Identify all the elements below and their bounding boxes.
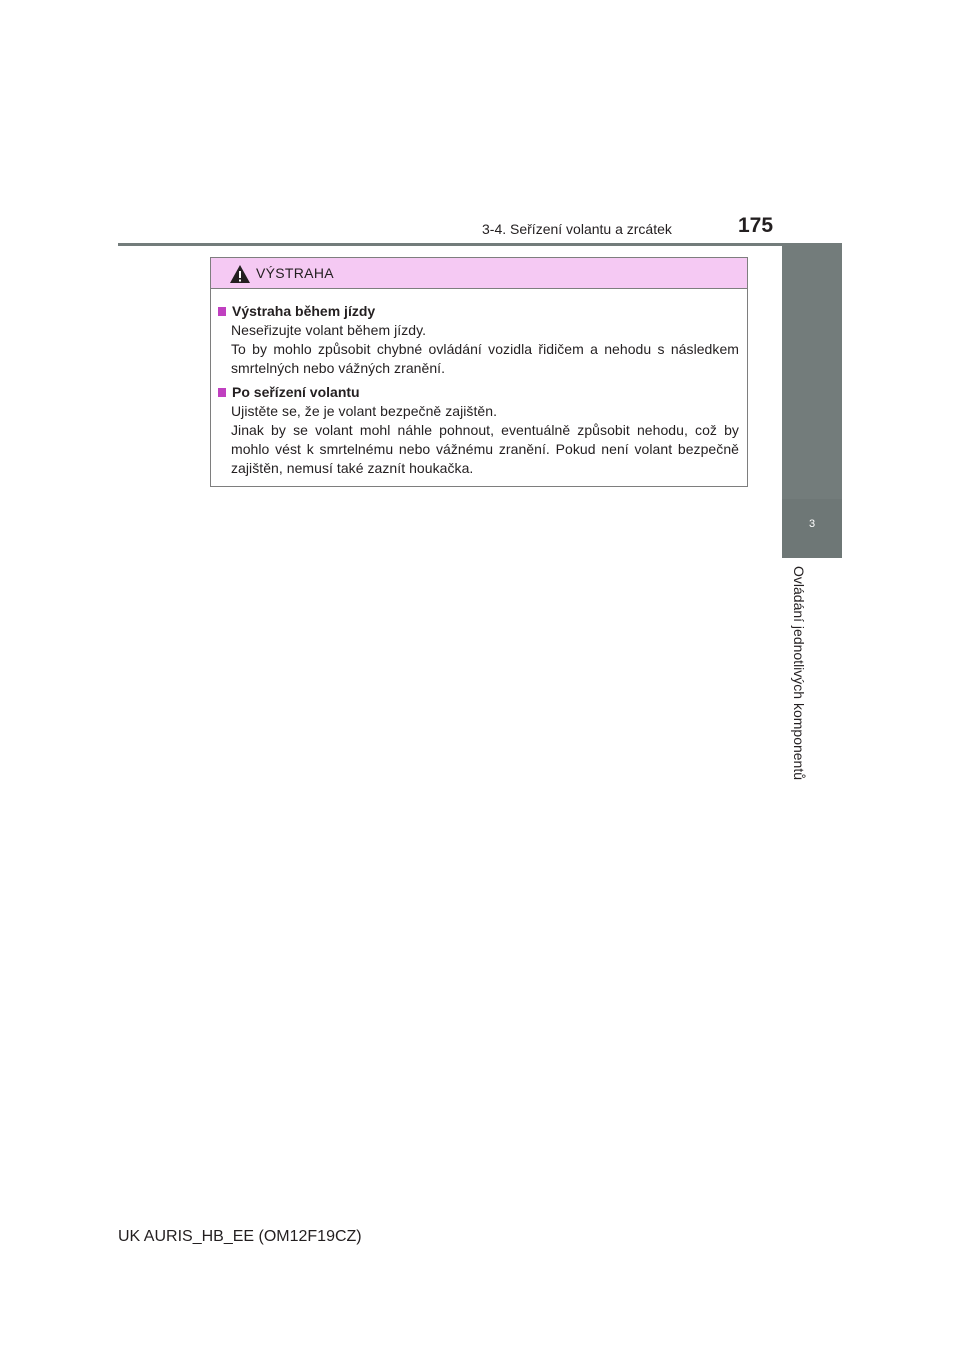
page-number: 175 (738, 214, 774, 237)
warning-item-text: Ujistěte se, že je volant bezpečně zajištěn. (231, 403, 498, 419)
chapter-number: 3 (808, 518, 816, 530)
warning-item-heading-text: Výstraha během jízdy (232, 303, 376, 319)
side-tab-chapter (782, 499, 842, 558)
warning-title: VÝSTRAHA (256, 265, 334, 281)
bullet-square-icon (218, 307, 226, 316)
warning-item-heading (218, 382, 739, 402)
warning-header (211, 258, 747, 289)
warning-item-heading-text: Po seřízení volantu (232, 384, 360, 400)
warning-item-heading (218, 301, 739, 321)
warning-item-text: To by mohlo způsobit chybné ovládání vozidla řidičem a nehodu s následkem smrtelných nebo vážných zranění. (231, 341, 739, 376)
warning-item-text: Jinak by se volant mohl náhle pohnout, eventuálně způsobit nehodu, což by mohlo vést k smrtelnému nebo vážnému zranění. Pokud není volant bezpečně zajištěn, nemusí také zaznít houkačka. (231, 422, 739, 476)
warning-item (218, 301, 739, 378)
footer-model-code: UK AURIS_HB_EE (OM12F19CZ) (118, 1228, 362, 1245)
warning-triangle-icon (229, 264, 251, 284)
side-tab-upper (782, 246, 842, 499)
bullet-square-icon (218, 388, 226, 397)
warning-body (211, 289, 747, 478)
chapter-label: Ovládání jednotlivých komponentů (791, 566, 807, 781)
header-rule (118, 243, 842, 246)
warning-item-text: Neseřizujte volant během jízdy. (231, 322, 427, 338)
warning-box (210, 257, 748, 487)
warning-item (218, 382, 739, 478)
header-section-title: 3-4. Seřízení volantu a zrcátek (482, 221, 672, 237)
